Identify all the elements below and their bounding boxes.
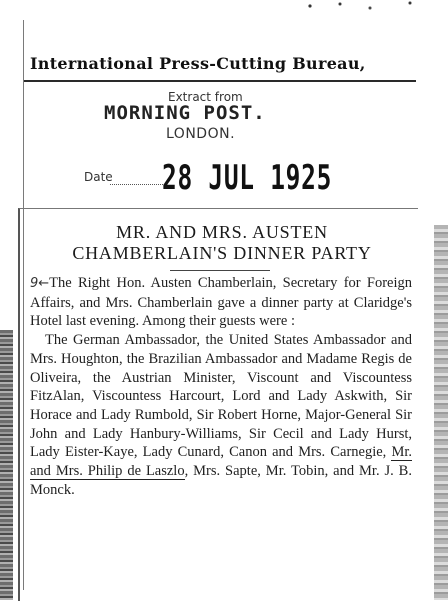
- date-label: Date: [84, 170, 113, 184]
- paragraph-2: [30, 331, 412, 499]
- paragraph-1-text: The Right Hon. Austen Chamberlain, Secretary for Foreign Affairs, and Mrs. Chamberlain gave a dinner party at Claridge's Hotel last evening. Among their guests were :: [30, 275, 412, 330]
- scan-speckle: [300, 0, 448, 16]
- date-dotted-line: [110, 184, 165, 185]
- extract-label: Extract from: [168, 90, 243, 104]
- headline-line-1: MR. AND MRS. AUSTEN: [116, 222, 328, 242]
- paragraph-2-end: , Mrs. Sapte, Mr. Tobin, and Mr. J. B. Monck.: [30, 463, 412, 498]
- paragraph-2-text: The German Ambassador, the United States Ambassador and Mrs. Houghton, the Brazilian Ambassador and Madame Regis de Oliveira, the Austrian Minister, Viscount and Viscountess FitzAlan, Viscountess Harcourt, Lord and Lady Askwith, Sir Horace and Lady Rumbold, Sir Robert Horne, Major-General Sir John and Lady Hanbury-Williams, Sir Cecil and Lady Hurst, Lady Eister-Kaye, Lady Cunard, Canon and Mrs. Carnegie,: [30, 332, 412, 461]
- date-stamp: 28 JUL 1925: [162, 158, 333, 198]
- scan-edge-right: [434, 225, 448, 600]
- underlined-guest-name: Mr. and Mrs. Philip de Laszlo: [30, 444, 412, 480]
- paragraph-1: [30, 274, 412, 331]
- newspaper-city: LONDON.: [166, 126, 236, 142]
- scan-edge-left: [0, 330, 13, 600]
- article-body: [30, 274, 412, 499]
- headline-rule: [170, 270, 270, 271]
- header-divider: [24, 80, 416, 82]
- headline-line-2: CHAMBERLAIN'S DINNER PARTY: [72, 243, 372, 263]
- article-headline: [22, 222, 422, 264]
- bureau-title: International Press-Cutting Bureau,: [30, 54, 366, 73]
- handwritten-margin-mark: 9←: [30, 276, 50, 291]
- newspaper-name: MORNING POST.: [104, 102, 266, 124]
